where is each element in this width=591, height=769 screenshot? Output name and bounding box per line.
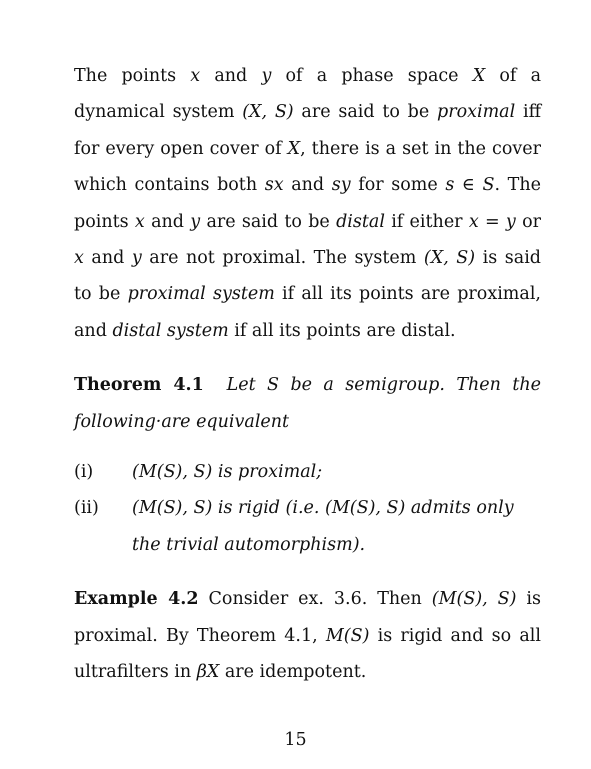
math-M-S: M(S): [325, 625, 370, 646]
definitions-paragraph: [74, 58, 541, 349]
item-label: (i): [74, 462, 94, 483]
text-segment: and: [283, 175, 332, 196]
list-item: [74, 490, 541, 563]
list-item: [74, 454, 541, 490]
page-number: 15: [284, 730, 307, 750]
text-segment: and: [144, 211, 191, 232]
text-segment: are said to be: [293, 102, 437, 123]
math-system: (X, S): [423, 248, 476, 269]
math-x: x: [134, 211, 145, 232]
text-segment: and: [83, 248, 132, 269]
text-segment: are said to be: [200, 211, 337, 232]
math-sy: sy: [331, 175, 351, 196]
text-segment: , there is a set in the cover which contains both: [74, 138, 541, 196]
text-segment: are not proximal. The system: [141, 248, 424, 269]
math-system: (X, S): [242, 102, 294, 123]
text-segment: is proximal. By Theorem 4.1,: [74, 589, 542, 646]
text-segment: The points: [74, 66, 191, 86]
item-label: (ii): [74, 498, 99, 519]
text-segment: Consider ex. 3.6. Then: [198, 589, 432, 610]
term-distal: distal: [336, 211, 385, 232]
text-segment: are idempotent.: [219, 662, 367, 683]
theorem-label: Theorem 4.1: [74, 375, 204, 396]
math-X: X: [287, 138, 301, 159]
text-segment: of a phase space: [271, 66, 473, 86]
text-segment: iff for every open cover of: [74, 102, 542, 159]
math-x: x: [74, 248, 84, 269]
math-x-equals-y: x = y: [468, 211, 516, 232]
example-block: [74, 581, 541, 690]
item-text: (M(S), S) is proximal;: [132, 462, 323, 483]
item-text: (M(S), S) is rigid (i.e. (M(S), S) admits only the trivial automorphism).: [132, 498, 514, 555]
text-segment: if all its points are proximal, and: [74, 284, 541, 341]
example-label: Example 4.2: [74, 589, 199, 610]
text-segment: is rigid and so all ultrafilters in: [74, 625, 541, 683]
term-proximal: proximal: [437, 102, 516, 123]
theorem-items-list: [74, 454, 541, 563]
math-system: (M(S), S): [431, 589, 517, 610]
math-y: y: [261, 66, 272, 86]
math-y: y: [190, 211, 201, 232]
theorem-statement: Let S be a semigroup. Then the following·are equivalent: [74, 375, 541, 432]
math-beta-X: βX: [196, 662, 220, 683]
text-segment: of a dynamical system: [74, 66, 541, 123]
term-distal-system: distal system: [112, 320, 229, 341]
text-segment: is said to be: [74, 248, 541, 305]
text-segment: if either: [384, 211, 469, 232]
document-page: [74, 58, 541, 691]
math-y: y: [131, 248, 142, 269]
math-x: x: [190, 66, 201, 86]
text-segment: and: [200, 66, 262, 86]
text-segment: for some: [350, 175, 446, 196]
term-proximal-system: proximal system: [127, 284, 275, 305]
text-segment: or: [515, 211, 541, 232]
math-X: X: [472, 66, 486, 86]
text-segment: if all its points are distal.: [228, 320, 456, 341]
math-sx: sx: [264, 175, 284, 196]
math-s-in-S: s ∈ S: [445, 175, 495, 196]
theorem-block: [74, 367, 541, 440]
text-segment: . The points: [74, 175, 541, 232]
